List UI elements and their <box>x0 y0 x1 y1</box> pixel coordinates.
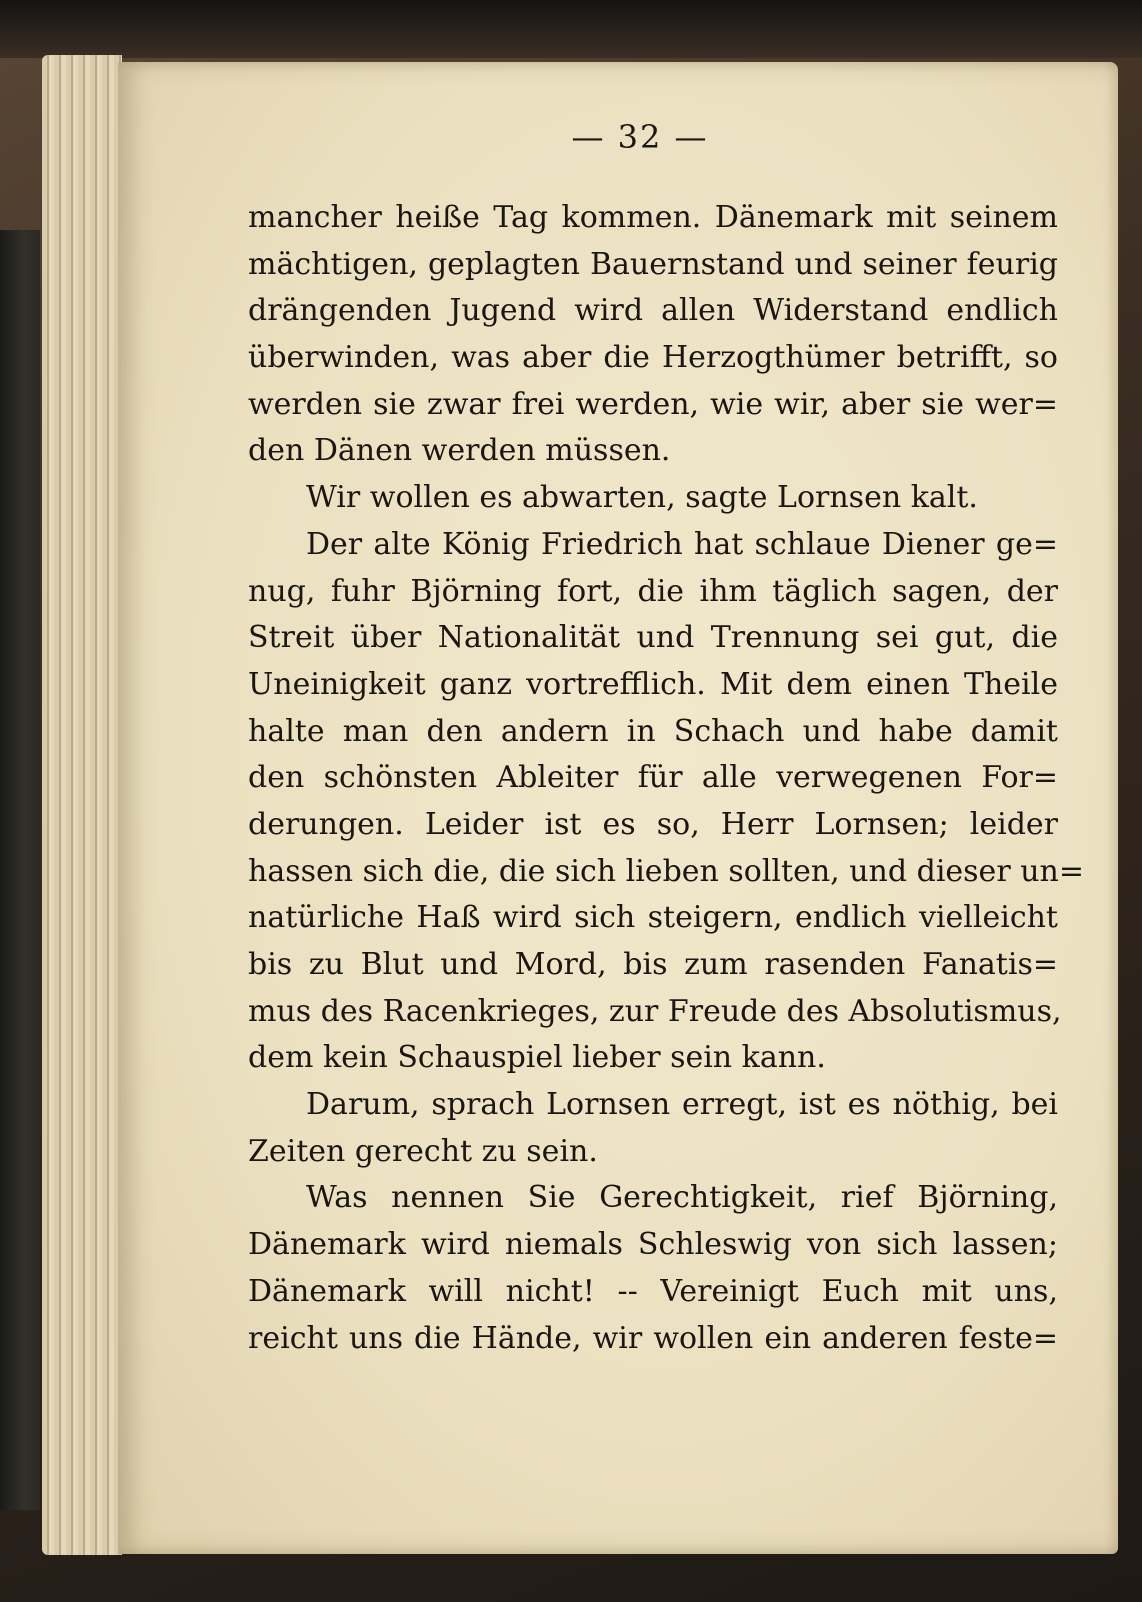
text-line: Was nennen Sie Gerechtigkeit, rief Björning, <box>306 1180 1058 1216</box>
text-line: Darum, sprach Lornsen erregt, ist es nöthig, bei <box>306 1087 1058 1123</box>
text-line: dem kein Schauspiel lieber sein kann. <box>248 1040 826 1076</box>
text-line: überwinden, was aber die Herzogthümer betrifft, so <box>248 340 1058 376</box>
text-line: nug, fuhr Björning fort, die ihm täglich sagen, der <box>248 573 1058 609</box>
text-line: derungen. Leider ist es so, Herr Lornsen; leider <box>248 806 1058 842</box>
text-line: mächtigen, geplagten Bauernstand und seiner feurig <box>248 246 1058 282</box>
text-line: werden sie zwar frei werden, wie wir, aber sie wer= <box>248 386 1058 422</box>
text-line: mus des Racenkrieges, zur Freude des Absolutismus, <box>248 993 1062 1029</box>
text-line: Der alte König Friedrich hat schlaue Diener ge= <box>306 526 1058 562</box>
text-line: halte man den andern in Schach und habe damit <box>248 713 1058 749</box>
text-line: hassen sich die, die sich lieben sollten, und dieser un= <box>248 853 1084 889</box>
text-line: natürliche Haß wird sich steigern, endlich vielleicht <box>248 900 1058 936</box>
text-line: drängenden Jugend wird allen Widerstand endlich <box>248 293 1058 329</box>
text-line: Streit über Nationalität und Trennung sei gut, die <box>248 620 1058 656</box>
text-line: Dänemark will nicht! -- Vereinigt Euch mit uns, <box>248 1273 1058 1309</box>
text-line: Wir wollen es abwarten, sagte Lornsen kalt. <box>306 480 978 516</box>
page-number: — 32 — <box>571 118 709 156</box>
book-spine <box>0 230 40 1510</box>
text-line: den Dänen werden müssen. <box>248 433 671 469</box>
page-edges <box>42 55 122 1555</box>
text-line: Zeiten gerecht zu sein. <box>248 1133 598 1169</box>
text-line: den schönsten Ableiter für alle verwegenen For= <box>248 760 1058 796</box>
text-line: Uneinigkeit ganz vortrefflich. Mit dem einen Theile <box>248 666 1058 702</box>
page-text <box>248 195 1084 1362</box>
text-line: reicht uns die Hände, wir wollen ein anderen feste= <box>248 1320 1058 1356</box>
text-line: Dänemark wird niemals Schleswig von sich lassen; <box>248 1227 1058 1263</box>
cover-top-edge <box>0 0 1142 58</box>
text-line: bis zu Blut und Mord, bis zum rasenden Fanatis= <box>248 947 1058 982</box>
text-line: mancher heiße Tag kommen. Dänemark mit seinem <box>248 200 1058 235</box>
